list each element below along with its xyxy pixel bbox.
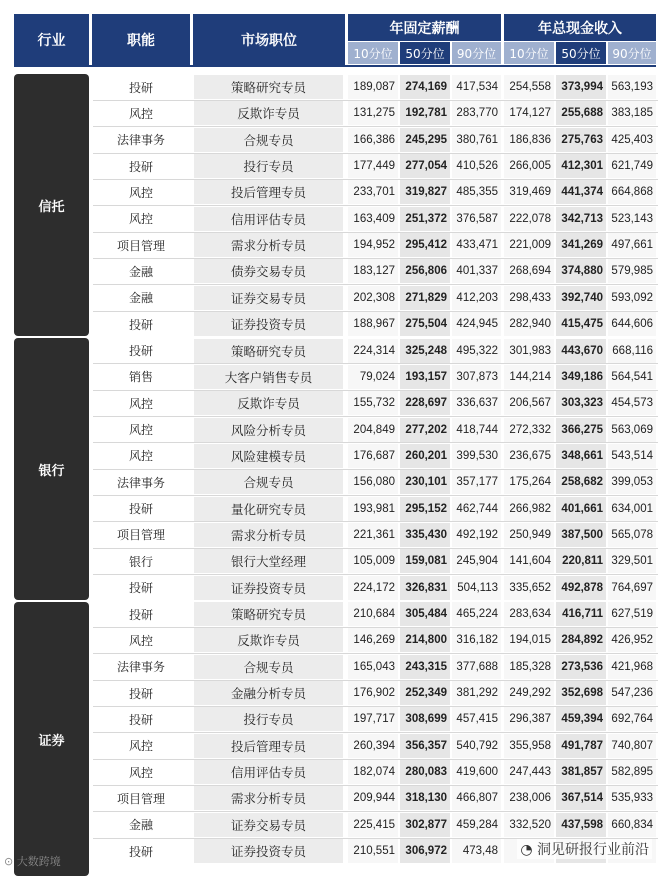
total-cash-p90-cell: 329,501: [608, 549, 656, 573]
fixed-salary-p90-cell: 336,637: [452, 391, 501, 415]
function-cell: 法律事务: [93, 128, 189, 152]
fixed-salary-p50-cell: 356,357: [400, 734, 450, 758]
position-cell: 投后管理专员: [194, 734, 343, 758]
total-cash-p10-cell: 221,009: [504, 233, 554, 257]
table-row: [0, 469, 672, 495]
total-cash-p90-cell: 565,078: [608, 523, 656, 547]
total-cash-p90-cell: 644,606: [608, 312, 656, 336]
header-divider: [14, 65, 656, 67]
total-cash-p50-cell: 381,857: [556, 760, 606, 784]
fixed-salary-p90-cell: 245,904: [452, 549, 501, 573]
table-row: [0, 390, 672, 416]
position-cell: 信用评估专员: [194, 207, 343, 231]
total-cash-p10-cell: 236,675: [504, 444, 554, 468]
fixed-salary-p10-cell: 224,172: [348, 576, 398, 600]
total-cash-p90-cell: 621,749: [608, 154, 656, 178]
fixed-salary-p90-cell: 492,192: [452, 523, 501, 547]
fixed-salary-p90-cell: 466,807: [452, 786, 501, 810]
total-cash-p90-cell: 425,403: [608, 128, 656, 152]
position-cell: 证券投资专员: [194, 312, 343, 336]
fixed-salary-p10-cell: 79,024: [348, 365, 398, 389]
fixed-salary-p10-cell: 188,967: [348, 312, 398, 336]
header-fixed-salary: 年固定薪酬: [348, 14, 501, 41]
fixed-salary-p10-cell: 202,308: [348, 286, 398, 310]
fixed-salary-p50-cell: 256,806: [400, 259, 450, 283]
watermark-left: ⊙ 大数跨境: [4, 855, 61, 868]
fixed-salary-p10-cell: 194,952: [348, 233, 398, 257]
position-cell: 反欺诈专员: [194, 628, 343, 652]
total-cash-p50-cell: 366,275: [556, 418, 606, 442]
total-cash-p10-cell: 144,214: [504, 365, 554, 389]
table-row: [0, 575, 672, 601]
fixed-salary-p10-cell: 224,314: [348, 339, 398, 363]
fixed-salary-p90-cell: 381,292: [452, 681, 501, 705]
total-cash-p90-cell: 627,519: [608, 602, 656, 626]
fixed-salary-p10-cell: 233,701: [348, 180, 398, 204]
function-cell: 银行: [93, 549, 189, 573]
table-row: [0, 812, 672, 838]
fixed-salary-p90-cell: 380,761: [452, 128, 501, 152]
table-row: [0, 654, 672, 680]
watermark-icon: ⊙: [4, 855, 17, 868]
fixed-salary-p90-cell: 316,182: [452, 628, 501, 652]
total-cash-p10-cell: 272,332: [504, 418, 554, 442]
fixed-salary-p50-cell: 252,349: [400, 681, 450, 705]
total-cash-p50-cell: 341,269: [556, 233, 606, 257]
position-cell: 策略研究专员: [194, 75, 343, 99]
total-cash-p50-cell: 303,323: [556, 391, 606, 415]
fixed-salary-p90-cell: 457,415: [452, 707, 501, 731]
total-cash-p50-cell: 220,811: [556, 549, 606, 573]
total-cash-p50-cell: 275,763: [556, 128, 606, 152]
industry-cell: 信托: [14, 74, 89, 336]
fixed-salary-p50-cell: 305,484: [400, 602, 450, 626]
table-row: [0, 680, 672, 706]
total-cash-p50-cell: 352,698: [556, 681, 606, 705]
total-cash-p10-cell: 254,558: [504, 75, 554, 99]
total-cash-p50-cell: 348,661: [556, 444, 606, 468]
total-cash-p90-cell: 564,541: [608, 365, 656, 389]
function-cell: 风控: [93, 760, 189, 784]
fixed-salary-p90-cell: 357,177: [452, 470, 501, 494]
total-cash-p50-cell: 401,661: [556, 497, 606, 521]
watermark-right: ◔ 洞见研报行业前沿: [517, 839, 652, 859]
fixed-salary-p10-cell: 183,127: [348, 259, 398, 283]
fixed-salary-p10-cell: 155,732: [348, 391, 398, 415]
total-cash-p50-cell: 492,878: [556, 576, 606, 600]
position-cell: 债券交易专员: [194, 259, 343, 283]
fixed-salary-p50-cell: 274,169: [400, 75, 450, 99]
fixed-salary-p50-cell: 228,697: [400, 391, 450, 415]
header-position: 市场职位: [193, 14, 345, 65]
table-row: [0, 258, 672, 284]
function-cell: 销售: [93, 365, 189, 389]
fixed-salary-p50-cell: 325,248: [400, 339, 450, 363]
table-row: [0, 74, 672, 100]
total-cash-p50-cell: 392,740: [556, 286, 606, 310]
fixed-salary-p50-cell: 159,081: [400, 549, 450, 573]
position-cell: 策略研究专员: [194, 602, 343, 626]
fixed-salary-p90-cell: 283,770: [452, 101, 501, 125]
total-cash-p90-cell: 543,514: [608, 444, 656, 468]
total-cash-p10-cell: 238,006: [504, 786, 554, 810]
position-cell: 证券交易专员: [194, 286, 343, 310]
total-cash-p90-cell: 535,933: [608, 786, 656, 810]
fixed-salary-p90-cell: 418,744: [452, 418, 501, 442]
total-cash-p10-cell: 175,264: [504, 470, 554, 494]
total-cash-p50-cell: 373,994: [556, 75, 606, 99]
fixed-salary-p90-cell: 433,471: [452, 233, 501, 257]
total-cash-p90-cell: 454,573: [608, 391, 656, 415]
function-cell: 风控: [93, 444, 189, 468]
fixed-salary-p50-cell: 230,101: [400, 470, 450, 494]
total-cash-p90-cell: 563,193: [608, 75, 656, 99]
fixed-salary-p10-cell: 176,687: [348, 444, 398, 468]
fixed-salary-p90-cell: 412,203: [452, 286, 501, 310]
total-cash-p90-cell: 547,236: [608, 681, 656, 705]
total-cash-p90-cell: 563,069: [608, 418, 656, 442]
fixed-salary-p50-cell: 277,054: [400, 154, 450, 178]
total-cash-p10-cell: 283,634: [504, 602, 554, 626]
total-cash-p50-cell: 412,301: [556, 154, 606, 178]
table-row: [0, 179, 672, 205]
table-row: [0, 364, 672, 390]
wechat-icon: ◔: [520, 842, 537, 858]
total-cash-p90-cell: 497,661: [608, 233, 656, 257]
function-cell: 风控: [93, 207, 189, 231]
total-cash-p50-cell: 342,713: [556, 207, 606, 231]
total-cash-p10-cell: 185,328: [504, 655, 554, 679]
function-cell: 风控: [93, 101, 189, 125]
total-cash-p10-cell: 174,127: [504, 101, 554, 125]
position-cell: 风险分析专员: [194, 418, 343, 442]
position-cell: 策略研究专员: [194, 339, 343, 363]
header-industry: 行业: [14, 14, 89, 65]
total-cash-p50-cell: 284,892: [556, 628, 606, 652]
total-cash-p10-cell: 266,982: [504, 497, 554, 521]
fixed-salary-p50-cell: 260,201: [400, 444, 450, 468]
total-cash-p90-cell: 593,092: [608, 286, 656, 310]
function-cell: 风控: [93, 734, 189, 758]
table-row: [0, 127, 672, 153]
function-cell: 风控: [93, 418, 189, 442]
total-cash-p90-cell: 664,868: [608, 180, 656, 204]
total-cash-p90-cell: 399,053: [608, 470, 656, 494]
fixed-salary-p90-cell: 485,355: [452, 180, 501, 204]
total-cash-p90-cell: 383,185: [608, 101, 656, 125]
fixed-salary-p50-cell: 295,412: [400, 233, 450, 257]
table-row: [0, 311, 672, 337]
fixed-salary-p50-cell: 326,831: [400, 576, 450, 600]
total-cash-p50-cell: 387,500: [556, 523, 606, 547]
function-cell: 风控: [93, 628, 189, 652]
position-cell: 金融分析专员: [194, 681, 343, 705]
fixed-salary-p90-cell: 419,600: [452, 760, 501, 784]
fixed-salary-p50-cell: 251,372: [400, 207, 450, 231]
function-cell: 投研: [93, 339, 189, 363]
fixed-salary-p90-cell: 540,792: [452, 734, 501, 758]
fixed-salary-p50-cell: 214,800: [400, 628, 450, 652]
table-row: [0, 627, 672, 653]
function-cell: 金融: [93, 286, 189, 310]
fixed-salary-p90-cell: 495,322: [452, 339, 501, 363]
table-row: [0, 153, 672, 179]
fixed-salary-p10-cell: 166,386: [348, 128, 398, 152]
total-cash-p90-cell: 634,001: [608, 497, 656, 521]
fixed-salary-p50-cell: 318,130: [400, 786, 450, 810]
function-cell: 投研: [93, 707, 189, 731]
total-cash-p50-cell: 349,186: [556, 365, 606, 389]
fixed-salary-p10-cell: 182,074: [348, 760, 398, 784]
fixed-salary-p10-cell: 210,684: [348, 602, 398, 626]
function-cell: 投研: [93, 576, 189, 600]
total-cash-p10-cell: 319,469: [504, 180, 554, 204]
function-cell: 投研: [93, 154, 189, 178]
total-cash-p50-cell: 273,536: [556, 655, 606, 679]
fixed-salary-p50-cell: 193,157: [400, 365, 450, 389]
table-row: [0, 601, 672, 627]
position-cell: 需求分析专员: [194, 233, 343, 257]
fixed-salary-p10-cell: 210,551: [348, 839, 398, 863]
fixed-salary-p90-cell: 377,688: [452, 655, 501, 679]
total-cash-p90-cell: 579,985: [608, 259, 656, 283]
fixed-salary-p50-cell: 302,877: [400, 813, 450, 837]
total-cash-p10-cell: 141,604: [504, 549, 554, 573]
function-cell: 金融: [93, 813, 189, 837]
position-cell: 投行专员: [194, 707, 343, 731]
table-row: [0, 338, 672, 364]
table-row: [0, 285, 672, 311]
fixed-salary-p90-cell: 465,224: [452, 602, 501, 626]
table-row: [0, 548, 672, 574]
total-cash-p50-cell: 367,514: [556, 786, 606, 810]
subheader-cash-p50: 50分位: [556, 42, 606, 64]
position-cell: 投行专员: [194, 154, 343, 178]
fixed-salary-p90-cell: 401,337: [452, 259, 501, 283]
position-cell: 反欺诈专员: [194, 101, 343, 125]
total-cash-p10-cell: 268,694: [504, 259, 554, 283]
fixed-salary-p50-cell: 335,430: [400, 523, 450, 547]
fixed-salary-p50-cell: 245,295: [400, 128, 450, 152]
subheader-fixed-p10: 10分位: [348, 42, 398, 64]
header-total-cash: 年总现金收入: [504, 14, 656, 41]
total-cash-p50-cell: 416,711: [556, 602, 606, 626]
position-cell: 投后管理专员: [194, 180, 343, 204]
header-function: 职能: [92, 14, 190, 65]
function-cell: 投研: [93, 312, 189, 336]
subheader-fixed-p50: 50分位: [400, 42, 450, 64]
total-cash-p10-cell: 332,520: [504, 813, 554, 837]
total-cash-p10-cell: 296,387: [504, 707, 554, 731]
total-cash-p50-cell: 459,394: [556, 707, 606, 731]
table-row: [0, 206, 672, 232]
position-cell: 证券投资专员: [194, 576, 343, 600]
function-cell: 金融: [93, 259, 189, 283]
total-cash-p10-cell: 249,292: [504, 681, 554, 705]
fixed-salary-p10-cell: 177,449: [348, 154, 398, 178]
total-cash-p50-cell: 443,670: [556, 339, 606, 363]
position-cell: 合规专员: [194, 128, 343, 152]
fixed-salary-p10-cell: 105,009: [348, 549, 398, 573]
position-cell: 信用评估专员: [194, 760, 343, 784]
fixed-salary-p90-cell: 399,530: [452, 444, 501, 468]
fixed-salary-p50-cell: 319,827: [400, 180, 450, 204]
function-cell: 风控: [93, 180, 189, 204]
position-cell: 证券交易专员: [194, 813, 343, 837]
fixed-salary-p10-cell: 204,849: [348, 418, 398, 442]
fixed-salary-p50-cell: 280,083: [400, 760, 450, 784]
fixed-salary-p10-cell: 221,361: [348, 523, 398, 547]
industry-cell: 证券: [14, 602, 89, 876]
fixed-salary-p10-cell: 131,275: [348, 101, 398, 125]
fixed-salary-p90-cell: 376,587: [452, 207, 501, 231]
fixed-salary-p50-cell: 243,315: [400, 655, 450, 679]
fixed-salary-p10-cell: 156,080: [348, 470, 398, 494]
function-cell: 项目管理: [93, 786, 189, 810]
function-cell: 项目管理: [93, 233, 189, 257]
fixed-salary-p50-cell: 277,202: [400, 418, 450, 442]
function-cell: 投研: [93, 75, 189, 99]
subheader-fixed-p90: 90分位: [452, 42, 501, 64]
fixed-salary-p90-cell: 462,744: [452, 497, 501, 521]
total-cash-p10-cell: 266,005: [504, 154, 554, 178]
subheader-cash-p10: 10分位: [504, 42, 554, 64]
fixed-salary-p10-cell: 260,394: [348, 734, 398, 758]
total-cash-p90-cell: 660,834: [608, 813, 656, 837]
fixed-salary-p10-cell: 165,043: [348, 655, 398, 679]
total-cash-p90-cell: 740,807: [608, 734, 656, 758]
position-cell: 需求分析专员: [194, 523, 343, 547]
table-row: [0, 443, 672, 469]
function-cell: 投研: [93, 681, 189, 705]
total-cash-p10-cell: 298,433: [504, 286, 554, 310]
fixed-salary-p90-cell: 417,534: [452, 75, 501, 99]
fixed-salary-p90-cell: 307,873: [452, 365, 501, 389]
total-cash-p10-cell: 206,567: [504, 391, 554, 415]
position-cell: 证券投资专员: [194, 839, 343, 863]
fixed-salary-p90-cell: 473,48: [452, 839, 501, 863]
table-row: [0, 496, 672, 522]
total-cash-p50-cell: 258,682: [556, 470, 606, 494]
fixed-salary-p50-cell: 308,699: [400, 707, 450, 731]
fixed-salary-p50-cell: 295,152: [400, 497, 450, 521]
fixed-salary-p50-cell: 306,972: [400, 839, 450, 863]
function-cell: 投研: [93, 497, 189, 521]
fixed-salary-p10-cell: 225,415: [348, 813, 398, 837]
position-cell: 合规专员: [194, 470, 343, 494]
fixed-salary-p10-cell: 146,269: [348, 628, 398, 652]
subheader-cash-p90: 90分位: [608, 42, 656, 64]
position-cell: 合规专员: [194, 655, 343, 679]
table-row: [0, 522, 672, 548]
total-cash-p50-cell: 255,688: [556, 101, 606, 125]
position-cell: 风险建模专员: [194, 444, 343, 468]
total-cash-p90-cell: 523,143: [608, 207, 656, 231]
table-row: [0, 706, 672, 732]
table-row: [0, 759, 672, 785]
total-cash-p10-cell: 186,836: [504, 128, 554, 152]
fixed-salary-p10-cell: 197,717: [348, 707, 398, 731]
total-cash-p90-cell: 692,764: [608, 707, 656, 731]
total-cash-p10-cell: 194,015: [504, 628, 554, 652]
table-row: [0, 785, 672, 811]
fixed-salary-p10-cell: 193,981: [348, 497, 398, 521]
total-cash-p90-cell: 421,968: [608, 655, 656, 679]
fixed-salary-p10-cell: 189,087: [348, 75, 398, 99]
total-cash-p50-cell: 415,475: [556, 312, 606, 336]
fixed-salary-p10-cell: 209,944: [348, 786, 398, 810]
total-cash-p10-cell: 282,940: [504, 312, 554, 336]
total-cash-p90-cell: 582,895: [608, 760, 656, 784]
table-row: [0, 232, 672, 258]
total-cash-p90-cell: 764,697: [608, 576, 656, 600]
function-cell: 法律事务: [93, 470, 189, 494]
position-cell: 银行大堂经理: [194, 549, 343, 573]
position-cell: 大客户销售专员: [194, 365, 343, 389]
total-cash-p10-cell: 247,443: [504, 760, 554, 784]
total-cash-p90-cell: 426,952: [608, 628, 656, 652]
fixed-salary-p90-cell: 410,526: [452, 154, 501, 178]
fixed-salary-p10-cell: 176,902: [348, 681, 398, 705]
table-row: [0, 100, 672, 126]
function-cell: 风控: [93, 391, 189, 415]
total-cash-p90-cell: 668,116: [608, 339, 656, 363]
total-cash-p10-cell: 250,949: [504, 523, 554, 547]
fixed-salary-p50-cell: 271,829: [400, 286, 450, 310]
industry-cell: 银行: [14, 338, 89, 600]
position-cell: 量化研究专员: [194, 497, 343, 521]
total-cash-p10-cell: 222,078: [504, 207, 554, 231]
fixed-salary-p10-cell: 163,409: [348, 207, 398, 231]
table-row: [0, 417, 672, 443]
total-cash-p10-cell: 335,652: [504, 576, 554, 600]
function-cell: 法律事务: [93, 655, 189, 679]
function-cell: 投研: [93, 602, 189, 626]
fixed-salary-p90-cell: 424,945: [452, 312, 501, 336]
total-cash-p10-cell: 301,983: [504, 339, 554, 363]
function-cell: 投研: [93, 839, 189, 863]
table-row: [0, 733, 672, 759]
total-cash-p10-cell: 355,958: [504, 734, 554, 758]
fixed-salary-p90-cell: 459,284: [452, 813, 501, 837]
fixed-salary-p50-cell: 275,504: [400, 312, 450, 336]
total-cash-p50-cell: 374,880: [556, 259, 606, 283]
total-cash-p50-cell: 437,598: [556, 813, 606, 837]
position-cell: 需求分析专员: [194, 786, 343, 810]
position-cell: 反欺诈专员: [194, 391, 343, 415]
function-cell: 项目管理: [93, 523, 189, 547]
total-cash-p50-cell: 441,374: [556, 180, 606, 204]
fixed-salary-p90-cell: 504,113: [452, 576, 501, 600]
fixed-salary-p50-cell: 192,781: [400, 101, 450, 125]
total-cash-p50-cell: 491,787: [556, 734, 606, 758]
